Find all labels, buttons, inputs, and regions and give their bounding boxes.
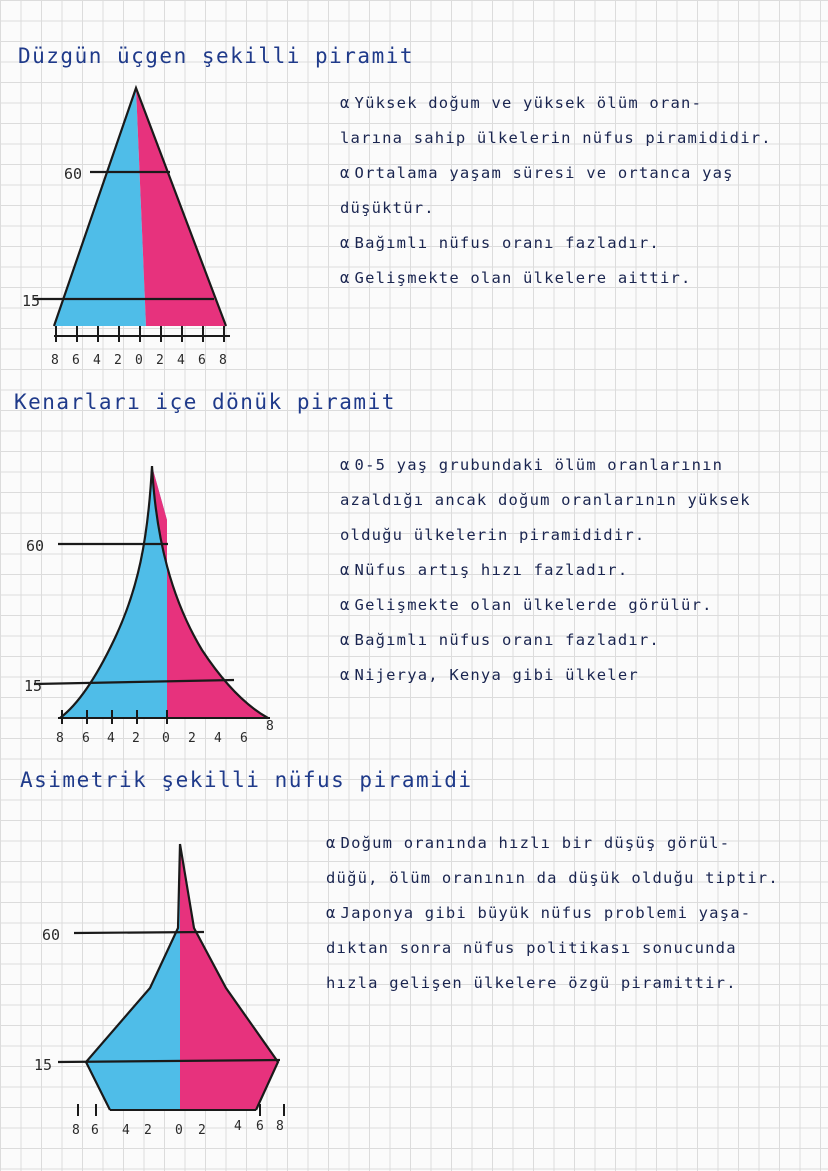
- note-item: α Ortalama yaşam süresi ve ortanca yaş: [340, 164, 734, 182]
- note-item: α Nijerya, Kenya gibi ülkeler: [340, 666, 639, 684]
- note-item: α Bağımlı nüfus oranı fazladır.: [340, 631, 660, 649]
- svg-text:6: 6: [256, 1119, 264, 1134]
- note-item: larına sahip ülkelerin nüfus piramididir.: [340, 129, 772, 147]
- note-item: α 0-5 yaş grubundaki ölüm oranlarının: [340, 456, 724, 474]
- female-half: [180, 844, 278, 1110]
- svg-text:2: 2: [156, 353, 164, 368]
- svg-text:2: 2: [114, 353, 122, 368]
- axis-tick-labels: [56, 719, 274, 746]
- svg-text:6: 6: [240, 731, 248, 746]
- note-item: α Gelişmekte olan ülkelere aittir.: [340, 269, 692, 287]
- age-line-60: [74, 932, 204, 933]
- svg-text:4: 4: [122, 1123, 130, 1138]
- svg-text:4: 4: [234, 1119, 242, 1134]
- note-item: düğü, ölüm oranının da düşük olduğu tiptir.: [326, 869, 779, 887]
- svg-text:8: 8: [56, 731, 64, 746]
- svg-text:8: 8: [51, 353, 59, 368]
- svg-text:2: 2: [144, 1123, 152, 1138]
- tick-marks: [56, 326, 224, 342]
- note-item: azaldığı ancak doğum oranlarının yüksek: [340, 491, 751, 509]
- svg-text:8: 8: [266, 719, 274, 734]
- svg-text:6: 6: [82, 731, 90, 746]
- age-label-15: 15: [24, 677, 43, 695]
- svg-text:4: 4: [107, 731, 115, 746]
- age-label-60: 60: [26, 537, 45, 555]
- svg-text:6: 6: [91, 1123, 99, 1138]
- svg-text:2: 2: [198, 1123, 206, 1138]
- note-item: α Bağımlı nüfus oranı fazladır.: [340, 234, 660, 252]
- age-label-60: 60: [64, 165, 83, 183]
- note-item: düşüktür.: [340, 199, 435, 217]
- note-item: α Doğum oranında hızlı bir düşüş görül-: [326, 834, 731, 852]
- section-2-notes: [340, 448, 751, 693]
- section-2-title: Kenarları içe dönük piramit: [14, 390, 396, 414]
- male-half: [60, 466, 167, 718]
- axis-tick-labels: [72, 1119, 284, 1138]
- male-half: [86, 844, 180, 1110]
- svg-text:4: 4: [177, 353, 185, 368]
- note-item: hızla gelişen ülkelere özgü piramittir.: [326, 974, 737, 992]
- note-item: α Japonya gibi büyük nüfus problemi yaşa-: [326, 904, 752, 922]
- asymmetric-pyramid-chart: [30, 838, 320, 1158]
- note-item: α Gelişmekte olan ülkelerde görülür.: [340, 596, 713, 614]
- svg-text:6: 6: [72, 353, 80, 368]
- note-item: olduğu ülkelerin piramididir.: [340, 526, 646, 544]
- section-1-notes: [340, 86, 772, 296]
- triangle-pyramid-chart: [20, 80, 260, 400]
- svg-text:2: 2: [132, 731, 140, 746]
- male-half: [54, 88, 146, 326]
- note-item: α Nüfus artış hızı fazladır.: [340, 561, 629, 579]
- age-label-15: 15: [22, 292, 41, 310]
- section-3-title: Asimetrik şekilli nüfus piramidi: [20, 768, 473, 792]
- section-1-title: Düzgün üçgen şekilli piramit: [18, 44, 415, 68]
- svg-text:2: 2: [188, 731, 196, 746]
- svg-text:0: 0: [175, 1123, 183, 1138]
- svg-text:8: 8: [219, 353, 227, 368]
- svg-text:8: 8: [72, 1123, 80, 1138]
- note-item: α Yüksek doğum ve yüksek ölüm oran-: [340, 94, 703, 112]
- note-item: dıktan sonra nüfus politikası sonucunda: [326, 939, 737, 957]
- svg-text:8: 8: [276, 1119, 284, 1134]
- svg-text:4: 4: [214, 731, 222, 746]
- age-label-15: 15: [34, 1056, 53, 1074]
- axis-tick-labels: [51, 353, 227, 368]
- section-3-notes: [326, 826, 779, 1001]
- concave-pyramid-chart: [22, 460, 302, 760]
- svg-text:0: 0: [162, 731, 170, 746]
- svg-text:6: 6: [198, 353, 206, 368]
- svg-text:4: 4: [93, 353, 101, 368]
- age-label-60: 60: [42, 926, 61, 944]
- svg-text:0: 0: [135, 353, 143, 368]
